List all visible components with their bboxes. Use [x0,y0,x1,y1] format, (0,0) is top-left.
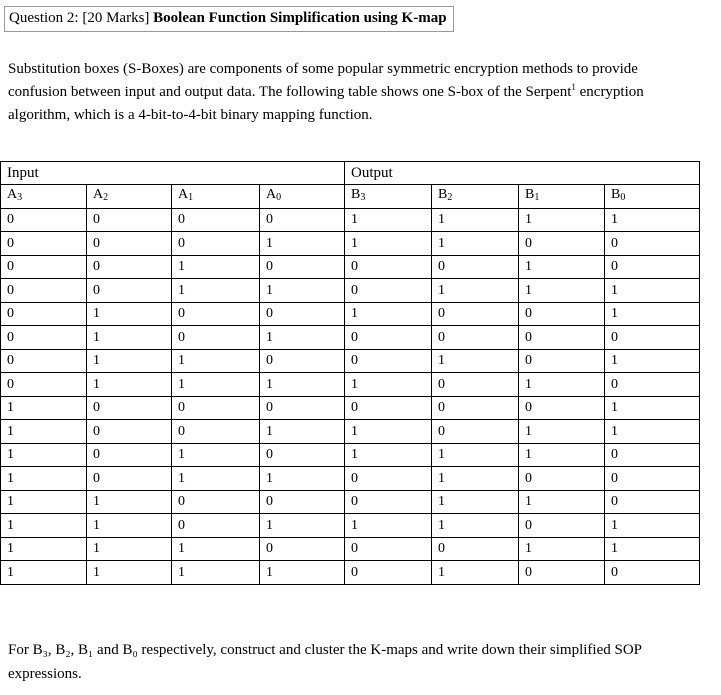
table-row [1,514,700,538]
table-cell: 1 [345,420,432,444]
column-letter: B [438,187,448,203]
column-subscript: 3 [360,192,366,204]
table-row [1,490,700,514]
table-cell: 0 [1,326,87,350]
table-cell: 0 [432,420,519,444]
table-cell: 0 [87,208,172,232]
table-cell: 0 [345,255,432,279]
table-cell: 1 [1,396,87,420]
table-cell: 0 [172,326,260,350]
table-cell: 0 [87,279,172,303]
table-cell: 0 [260,537,345,561]
table-cell: 1 [519,537,605,561]
question-prefix: Question 2: [20 Marks] [9,10,154,26]
column-letter: A [266,187,277,203]
table-cell: 1 [432,208,519,232]
table-cell: 0 [605,490,700,514]
table-cell: 1 [605,208,700,232]
table-cell: 0 [1,349,87,373]
table-row [1,326,700,350]
table-cell: 1 [432,467,519,491]
table-cell: 1 [432,443,519,467]
footnote-mark: 1 [571,82,576,92]
table-cell: 0 [172,232,260,256]
table-row [1,232,700,256]
table-cell: 1 [519,420,605,444]
table-cell: 1 [87,490,172,514]
table-cell: 0 [87,396,172,420]
table-cell: 1 [260,561,345,585]
table-cell: 1 [432,279,519,303]
table-cell: 1 [345,373,432,397]
table-cell: 0 [260,302,345,326]
table-cell: 1 [87,349,172,373]
table-cell: 0 [172,208,260,232]
table-cell: 0 [605,561,700,585]
table-row [1,279,700,303]
table-cell: 1 [260,373,345,397]
column-header-b0 [605,185,700,209]
table-cell: 0 [519,326,605,350]
table-cell: 0 [260,396,345,420]
table-cell: 0 [432,396,519,420]
table-cell: 1 [345,232,432,256]
table-cell: 0 [432,326,519,350]
table-cell: 1 [1,514,87,538]
table-cell: 1 [1,467,87,491]
table-cell: 1 [605,420,700,444]
table-cell: 1 [605,302,700,326]
column-header-a2 [87,185,172,209]
table-cell: 1 [260,420,345,444]
table-cell: 1 [87,561,172,585]
instruction-paragraph: For B₃, B₂, B₁ and B₀ respectively, construct and cluster the K-maps and write down their simplified SOP expressions. [8,642,642,682]
intro-text-after: encryption algorithm, which is a 4-bit-to-4-bit binary mapping function. [8,84,644,123]
table-row [1,561,700,585]
table-cell: 1 [1,490,87,514]
table-cell: 0 [519,467,605,491]
table-cell: 0 [172,514,260,538]
table-cell: 1 [87,302,172,326]
table-row [1,255,700,279]
table-cell: 0 [432,302,519,326]
table-cell: 0 [172,490,260,514]
table-cell: 1 [519,443,605,467]
table-cell: 0 [87,443,172,467]
table-cell: 0 [345,279,432,303]
table-row [1,302,700,326]
column-letter: A [93,187,104,203]
table-cell: 0 [260,443,345,467]
table-cell: 0 [87,420,172,444]
column-header-b2 [432,185,519,209]
table-cell: 0 [1,255,87,279]
table-cell: 1 [345,208,432,232]
table-cell: 0 [605,443,700,467]
table-cell: 1 [260,514,345,538]
table-cell: 0 [345,326,432,350]
table-row [1,349,700,373]
column-subscript: 1 [188,192,194,204]
table-cell: 0 [345,561,432,585]
column-subscript: 1 [534,192,540,204]
table-cell: 0 [432,373,519,397]
table-cell: 0 [345,467,432,491]
table-cell: 1 [432,490,519,514]
table-cell: 1 [172,467,260,491]
table-cell: 0 [1,232,87,256]
table-cell: 0 [605,255,700,279]
table-cell: 1 [605,349,700,373]
table-cell: 1 [605,396,700,420]
table-cell: 0 [260,208,345,232]
table-cell: 0 [87,255,172,279]
table-cell: 0 [1,279,87,303]
table-group-header-row [1,162,700,185]
table-cell: 0 [1,208,87,232]
column-subscript: 0 [276,192,282,204]
input-group-header: Input [1,162,345,185]
table-cell: 1 [260,279,345,303]
table-cell: 0 [605,232,700,256]
table-cell: 1 [519,208,605,232]
column-letter: A [7,187,18,203]
table-cell: 0 [260,490,345,514]
table-cell: 0 [432,255,519,279]
table-row [1,208,700,232]
table-cell: 1 [432,561,519,585]
column-letter: A [178,187,189,203]
table-cell: 0 [345,349,432,373]
table-cell: 1 [345,443,432,467]
table-cell: 0 [519,561,605,585]
column-header-a3 [1,185,87,209]
table-cell: 1 [1,537,87,561]
table-row [1,443,700,467]
table-cell: 1 [519,279,605,303]
table-cell: 1 [605,514,700,538]
column-subscript: 2 [103,192,109,204]
table-cell: 0 [260,255,345,279]
sbox-table [0,161,700,585]
column-subscript: 2 [447,192,453,204]
table-cell: 1 [1,443,87,467]
table-cell: 1 [172,443,260,467]
table-cell: 1 [172,373,260,397]
table-row [1,373,700,397]
table-cell: 1 [432,514,519,538]
table-cell: 1 [519,490,605,514]
table-cell: 0 [519,514,605,538]
intro-text-before: Substitution boxes (S-Boxes) are components of some popular symmetric encryption methods to provide confusion between input and output data. The following table shows one S-box of the Serpent [8,61,638,100]
table-cell: 1 [172,255,260,279]
table-cell: 1 [1,420,87,444]
table-cell: 0 [1,302,87,326]
column-subscript: 0 [620,192,626,204]
table-cell: 0 [260,349,345,373]
table-cell: 1 [87,537,172,561]
table-cell: 0 [172,396,260,420]
table-cell: 0 [172,420,260,444]
table-cell: 0 [605,467,700,491]
table-cell: 1 [432,232,519,256]
table-cell: 1 [172,349,260,373]
table-cell: 0 [519,396,605,420]
table-cell: 1 [87,514,172,538]
table-cell: 1 [345,302,432,326]
column-subscript: 3 [17,192,23,204]
table-row [1,537,700,561]
table-cell: 0 [519,232,605,256]
table-cell: 0 [519,302,605,326]
table-cell: 1 [432,349,519,373]
question-header [4,6,454,32]
table-cell: 1 [605,279,700,303]
table-cell: 1 [172,279,260,303]
column-header-b3 [345,185,432,209]
table-cell: 0 [345,490,432,514]
table-row [1,420,700,444]
column-header-b1 [519,185,605,209]
table-cell: 0 [87,467,172,491]
table-row [1,396,700,420]
table-row [1,467,700,491]
column-header-a0 [260,185,345,209]
column-letter: B [611,187,621,203]
table-cell: 0 [519,349,605,373]
table-cell: 0 [1,373,87,397]
table-cell: 0 [345,537,432,561]
table-cell: 1 [519,255,605,279]
table-cell: 1 [87,326,172,350]
table-cell: 0 [87,232,172,256]
table-cell: 1 [345,514,432,538]
table-cell: 1 [260,232,345,256]
table-cell: 1 [1,561,87,585]
table-cell: 1 [172,561,260,585]
column-header-a1 [172,185,260,209]
table-cell: 0 [605,326,700,350]
output-group-header: Output [345,162,700,185]
intro-paragraph [8,58,698,127]
table-cell: 1 [260,467,345,491]
table-cell: 1 [260,326,345,350]
table-cell: 0 [345,396,432,420]
table-cell: 1 [172,537,260,561]
column-letter: B [351,187,361,203]
table-cell: 0 [432,537,519,561]
table-cell: 1 [519,373,605,397]
table-column-header-row [1,185,700,209]
table-cell: 0 [172,302,260,326]
table-cell: 1 [87,373,172,397]
table-cell: 1 [605,537,700,561]
column-letter: B [525,187,535,203]
question-title: Boolean Function Simplification using K-map [153,10,447,26]
table-cell: 0 [605,373,700,397]
